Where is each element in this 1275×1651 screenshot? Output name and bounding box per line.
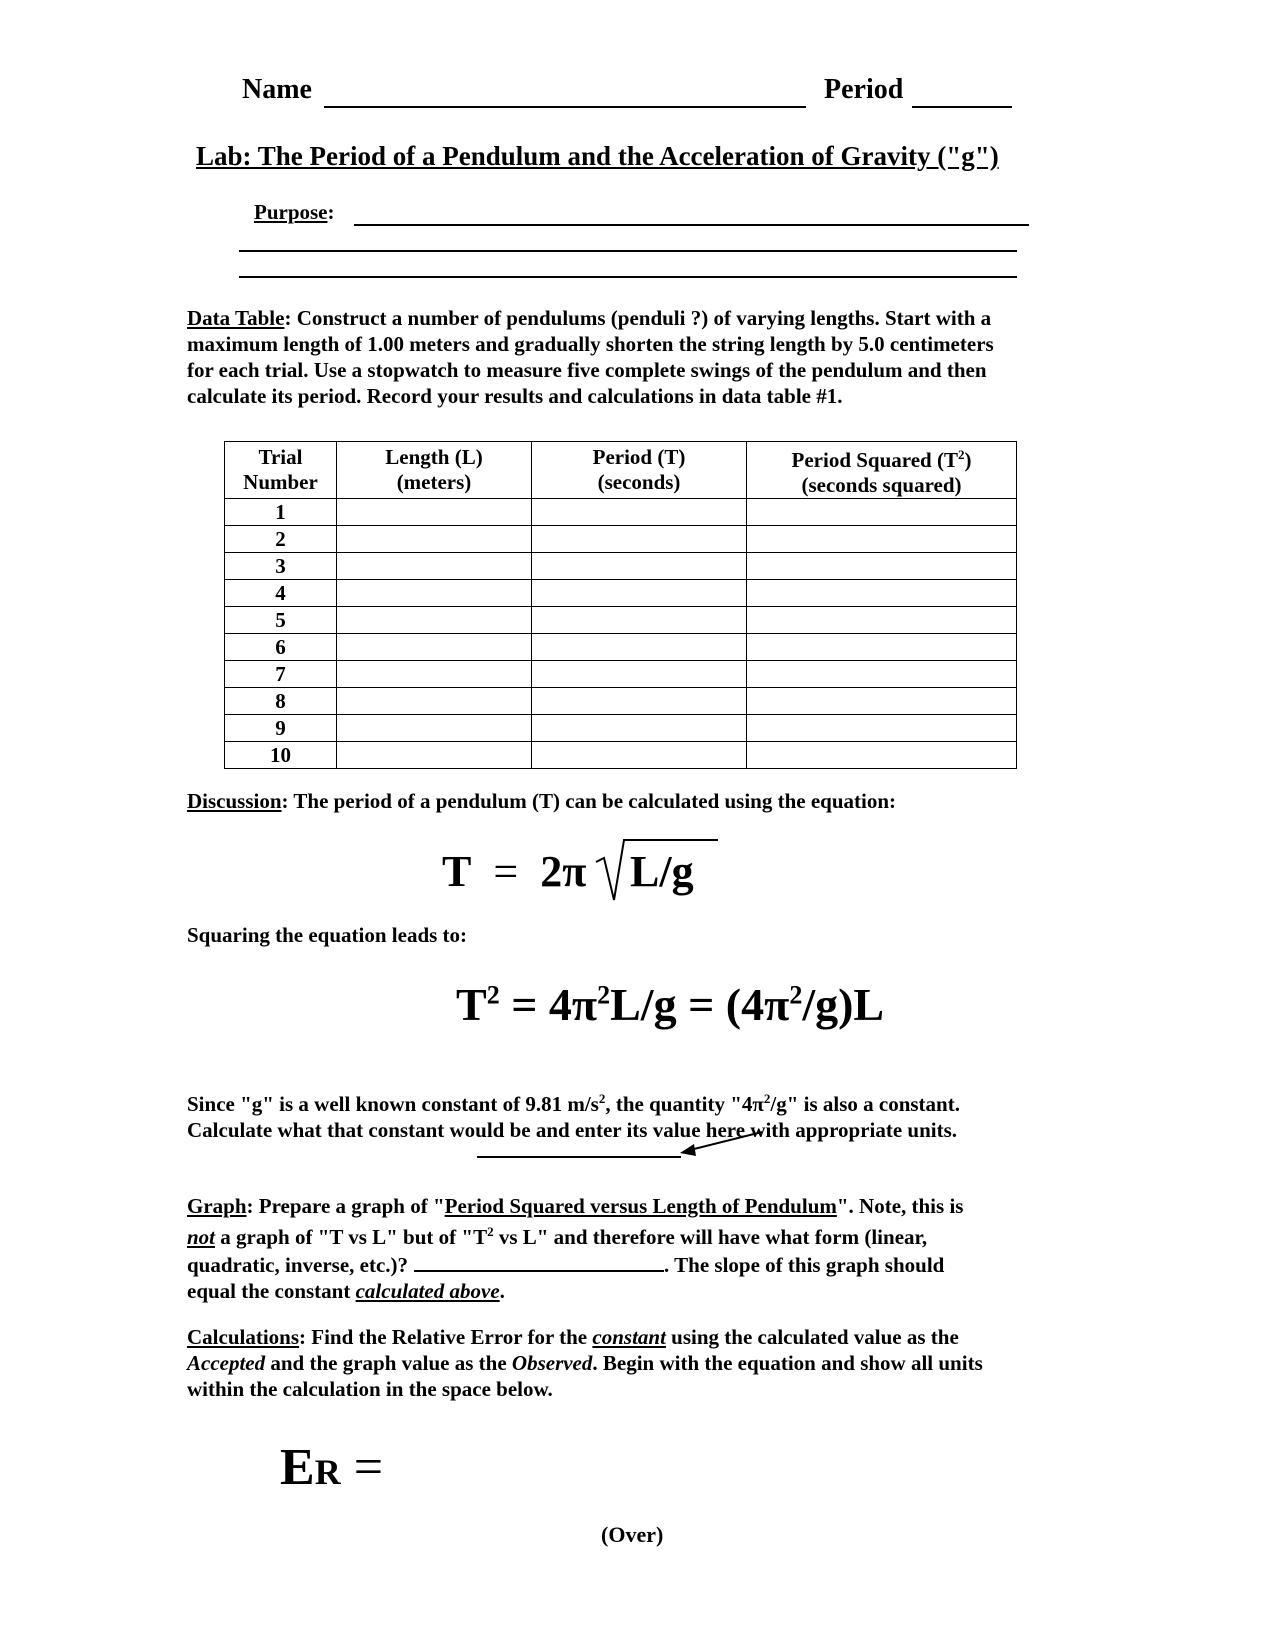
length-cell[interactable]	[337, 715, 532, 742]
period-cell[interactable]	[532, 742, 747, 769]
graph-form-blank[interactable]	[414, 1250, 664, 1272]
calculations-line-1: Calculations: Find the Relative Error for the constant using the calculated value as the	[187, 1325, 959, 1349]
equation-radicand: L/g	[630, 847, 694, 896]
footer-over: (Over)	[601, 1522, 664, 1547]
trial-number-cell: 7	[225, 661, 337, 688]
calculations-paragraph	[187, 1324, 983, 1402]
calculations-line-3: within the calculation in the space below.	[187, 1377, 553, 1401]
period-cell[interactable]	[532, 688, 747, 715]
discussion-line	[187, 788, 896, 814]
period-squared-cell[interactable]	[747, 715, 1017, 742]
length-cell[interactable]	[337, 526, 532, 553]
data-table-line-2: maximum length of 1.00 meters and gradually shorten the string length by 5.0 centimeters	[187, 332, 994, 356]
table-row	[225, 580, 1017, 607]
period-squared-cell[interactable]	[747, 742, 1017, 769]
since-paragraph	[187, 1086, 960, 1143]
period-cell[interactable]	[532, 580, 747, 607]
data-table-line-4: calculate its period. Record your results and calculations in data table #1.	[187, 384, 843, 408]
table-row	[225, 742, 1017, 769]
period-squared-cell[interactable]	[747, 553, 1017, 580]
header-trial-number: Trial Number	[225, 442, 337, 499]
relative-error-equation: ER =	[280, 1439, 384, 1496]
purpose-line-1[interactable]	[354, 224, 1029, 226]
graph-title: Period Squared versus Length of Pendulum	[444, 1194, 837, 1218]
name-label: Name	[242, 74, 312, 105]
table-row	[225, 499, 1017, 526]
header-length: Length (L) (meters)	[337, 442, 532, 499]
data-table-paragraph	[187, 305, 994, 409]
purpose-line-3[interactable]	[239, 276, 1017, 278]
length-cell[interactable]	[337, 742, 532, 769]
graph-line-3: quadratic, inverse, etc.)? . The slope of this graph should	[187, 1250, 963, 1278]
period-cell[interactable]	[532, 607, 747, 634]
since-line-2: Calculate what that constant would be and enter its value here with appropriate units.	[187, 1118, 958, 1142]
period-cell[interactable]	[532, 634, 747, 661]
table-row	[225, 688, 1017, 715]
period-squared-cell[interactable]	[747, 607, 1017, 634]
calculations-line-2: Accepted and the graph value as the Observed. Begin with the equation and show all units	[187, 1351, 983, 1375]
period-cell[interactable]	[532, 661, 747, 688]
purpose-row	[254, 200, 335, 225]
data-table	[224, 441, 1017, 769]
length-cell[interactable]	[337, 634, 532, 661]
header-period-squared: Period Squared $(T^2)$ (seconds squared)	[747, 442, 1017, 499]
data-table-line-1	[187, 305, 994, 331]
trial-number-cell: 3	[225, 553, 337, 580]
data-table-label: Data Table	[187, 306, 285, 330]
length-cell[interactable]	[337, 553, 532, 580]
purpose-label: Purpose	[254, 200, 328, 224]
period-blank[interactable]	[912, 78, 1012, 108]
trial-number-cell: 8	[225, 688, 337, 715]
data-table-text-1: : Construct a number of pendulums (penduli ?) of varying lengths. Start with a	[284, 306, 992, 330]
name-blank[interactable]	[324, 78, 806, 108]
period-squared-cell[interactable]	[747, 688, 1017, 715]
equation-squared: $T^2 = 4\pi^2L/g = (4\pi^2/g)L$	[456, 979, 885, 1030]
trial-number-cell: 2	[225, 526, 337, 553]
trial-number-cell: 9	[225, 715, 337, 742]
trial-number-cell: 1	[225, 499, 337, 526]
table-row	[225, 715, 1017, 742]
graph-paragraph	[187, 1193, 963, 1304]
table-row	[225, 526, 1017, 553]
length-cell[interactable]	[337, 499, 532, 526]
since-line-1: Since "g" is a well known constant of 9.81 $m/s^2$, the quantity "$4\pi^2/g$" is also a constant.	[187, 1091, 960, 1116]
length-cell[interactable]	[337, 688, 532, 715]
period-squared-cell[interactable]	[747, 526, 1017, 553]
calculations-label: Calculations	[187, 1325, 300, 1349]
trial-number-cell: 10	[225, 742, 337, 769]
table-row	[225, 553, 1017, 580]
table-row	[225, 661, 1017, 688]
squaring-text: Squaring the equation leads to:	[187, 923, 468, 947]
table-row	[225, 634, 1017, 661]
constant-answer-blank[interactable]	[477, 1156, 681, 1158]
length-cell[interactable]	[337, 661, 532, 688]
length-cell[interactable]	[337, 607, 532, 634]
trial-number-cell: 4	[225, 580, 337, 607]
period-cell[interactable]	[532, 499, 747, 526]
discussion-label: Discussion	[187, 789, 282, 813]
graph-line-4: equal the constant calculated above.	[187, 1279, 505, 1303]
graph-label: Graph	[187, 1194, 247, 1218]
data-table-line-3: for each trial. Use a stopwatch to measure five complete swings of the pendulum and then	[187, 358, 987, 382]
purpose-colon: :	[327, 200, 335, 224]
period-squared-cell[interactable]	[747, 634, 1017, 661]
period-cell[interactable]	[532, 715, 747, 742]
trial-number-cell: 5	[225, 607, 337, 634]
purpose-line-2[interactable]	[239, 250, 1017, 252]
table-header-row	[225, 442, 1017, 499]
period-cell[interactable]	[532, 526, 747, 553]
period-cell[interactable]	[532, 553, 747, 580]
length-cell[interactable]	[337, 580, 532, 607]
period-squared-cell[interactable]	[747, 661, 1017, 688]
page-title: Lab: The Period of a Pendulum and the Acceleration of Gravity ("g")	[196, 141, 999, 171]
arrow-icon	[676, 1128, 766, 1160]
table-row	[225, 607, 1017, 634]
trial-number-cell: 6	[225, 634, 337, 661]
period-label: Period	[824, 74, 904, 105]
period-squared-cell[interactable]	[747, 580, 1017, 607]
discussion-text: : The period of a pendulum (T) can be calculated using the equation:	[281, 789, 897, 813]
period-squared-cell[interactable]	[747, 499, 1017, 526]
graph-line-2: not a graph of "T vs L" but of "$T^2$ vs L" and therefore will have what form (linear,	[187, 1224, 928, 1249]
header-period: Period (T) (seconds)	[532, 442, 747, 499]
equation-period: T = 2π	[442, 847, 587, 896]
graph-line-1: Graph: Prepare a graph of "Period Squared versus Length of Pendulum". Note, this is	[187, 1194, 964, 1218]
